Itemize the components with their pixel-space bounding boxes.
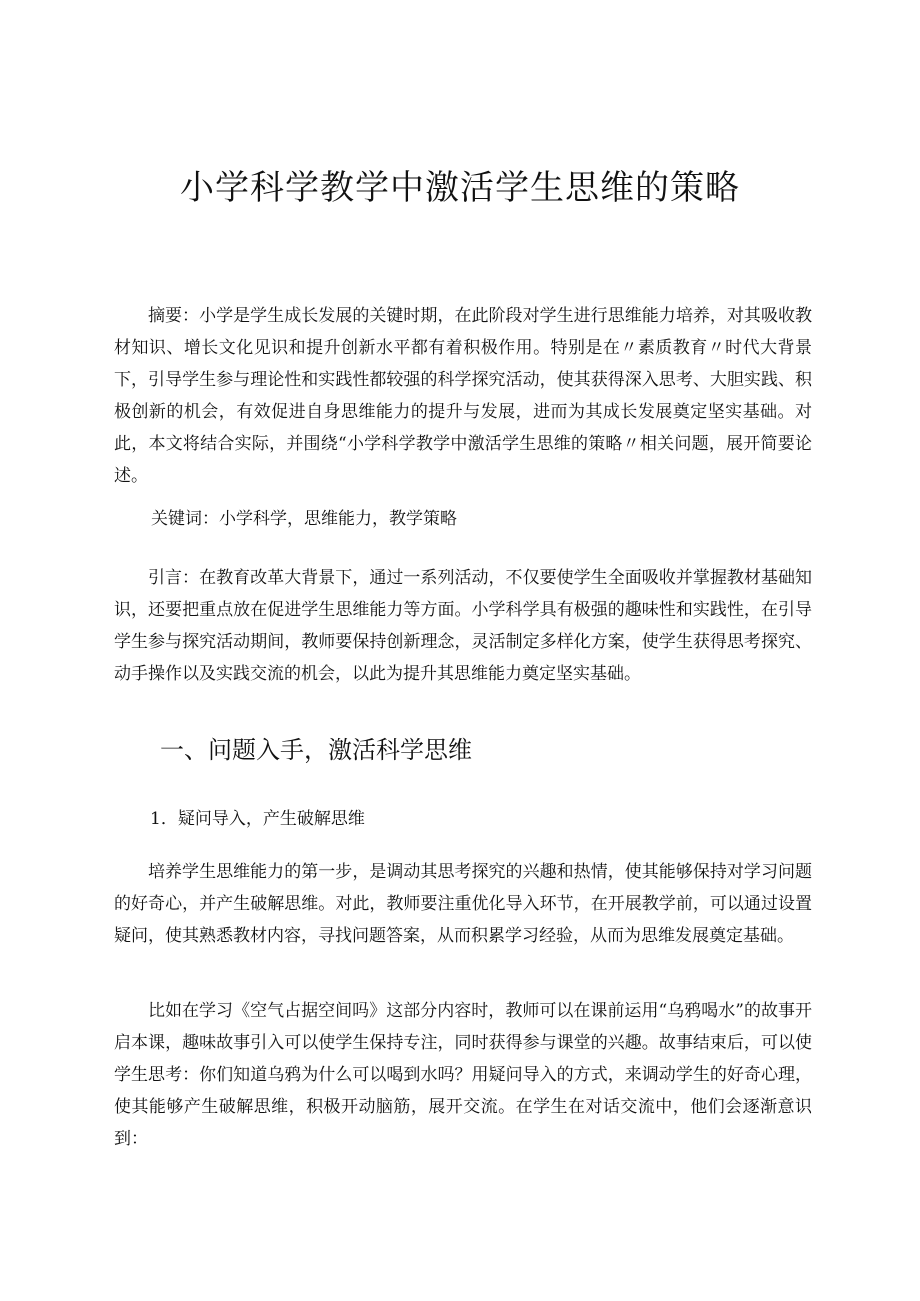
keywords-line: 关键词：小学科学，思维能力，教学策略 (151, 509, 457, 529)
body-paragraph-1: 培养学生思维能力的第一步，是调动其思考探究的兴趣和热情，使其能够保持对学习问题的好奇心，并产生破解思维。对此，教师要注重优化导入环节，在开展教学前，可以通过设置疑问，使其熟悉教材内容，寻找问题答案，从而积累学习经验，从而为思维发展奠定基础。 (114, 862, 812, 946)
section-heading: 一、问题入手，激活科学思维 (160, 736, 472, 764)
intro-paragraph: 引言：在教育改革大背景下，通过一系列活动，不仅要使学生全面吸收并掌握教材基础知识，还要把重点放在促进学生思维能力等方面。小学科学具有极强的趣味性和实践性，在引导学生参与探究活动期间，教师要保持创新理念，灵活制定多样化方案，使学生获得思考探究、动手操作以及实践交流的机会，以此为提升其思维能力奠定坚实基础。 (114, 568, 812, 684)
abstract-paragraph: 摘要：小学是学生成长发展的关键时期，在此阶段对学生进行思维能力培养，对其吸收教材知识、增长文化见识和提升创新水平都有着积极作用。特别是在〃素质教育〃时代大背景下，引导学生参与理论性和实践性都较强的科学探究活动，使其获得深入思考、大胆实践、积极创新的机会，有效促进自身思维能力的提升与发展，进而为其成长发展奠定坚实基础。对此，本文将结合实际，并围绕“小学科学教学中激活学生思维的策略〃相关问题，展开简要论述。 (114, 306, 812, 486)
subsection-heading: 1．疑问导入，产生破解思维 (150, 809, 365, 829)
document-title: 小学科学教学中激活学生思维的策略 (180, 168, 740, 208)
body-paragraph-2: 比如在学习《空气占据空间吗》这部分内容时，教师可以在课前运用“乌鸦喝水”的故事开启本课，趣味故事引入可以使学生保持专注，同时获得参与课堂的兴趣。故事结束后，可以使学生思考：你们知道乌鸦为什么可以喝到水吗？用疑问导入的方式，来调动学生的好奇心理，使其能够产生破解思维，积极开动脑筋，展开交流。在学生在对话交流中，他们会逐渐意识到： (114, 1001, 812, 1149)
